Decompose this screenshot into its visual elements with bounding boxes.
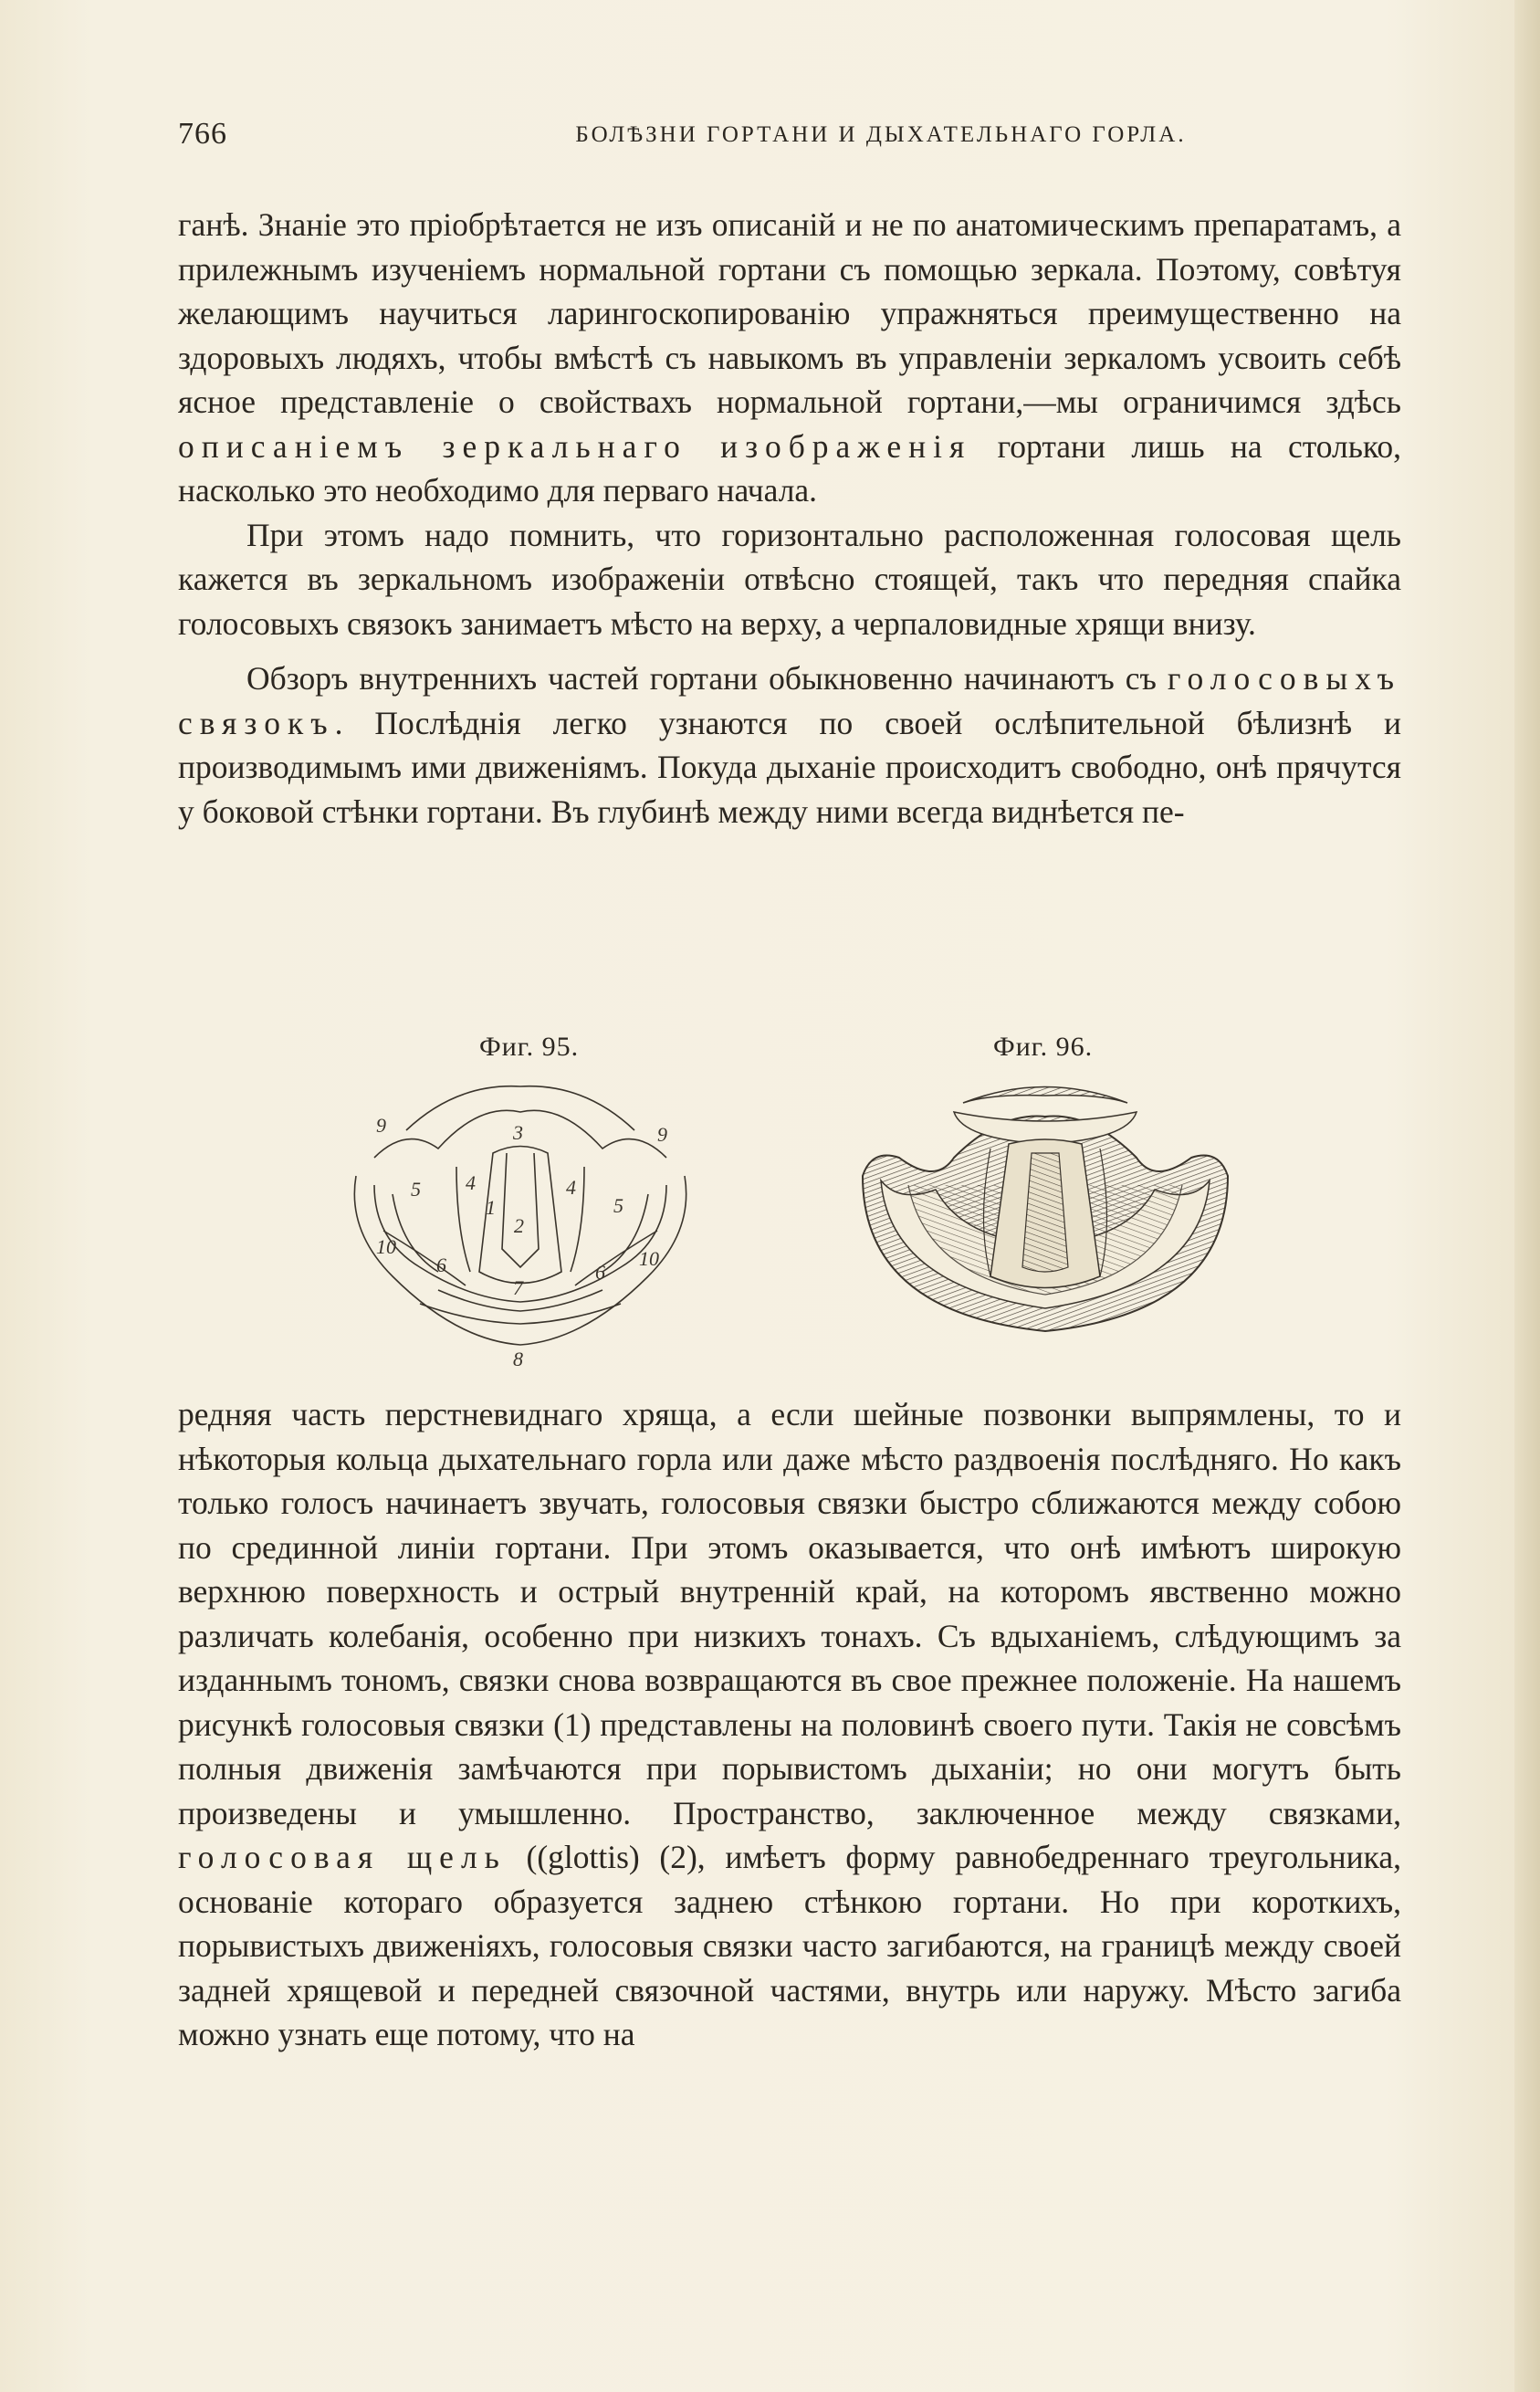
running-title: БОЛѢЗНИ ГОРТАНИ И ДЫХАТЕЛЬНАГО ГОРЛА. — [575, 122, 1187, 147]
spaced-emphasis: голосовая щель — [178, 1839, 507, 1875]
fig95-label-5-left: 5 — [411, 1178, 421, 1201]
text-run: Обзоръ внутреннихъ частей гортани обыкновенно начинаютъ съ — [246, 660, 1168, 697]
fig95-label-10-right: 10 — [639, 1247, 659, 1270]
fig95-label-7: 7 — [513, 1276, 523, 1299]
body-text-bottom — [178, 1392, 1401, 2057]
text-run: ((glottis) (2), имѣетъ форму равнобедреннаго треугольника, основаніе котораго образуется заднею стѣнкою гортани. Но при короткихъ, порывистыхъ движеніяхъ, голосовыя связки часто загибаются, на границѣ между своей задней хрящевой и передней связочной частями, внутрь или наружу. Мѣсто загиба можно узнать еще потому, что на — [178, 1839, 1401, 2052]
paragraph — [178, 656, 1401, 834]
fig95-label-9-left: 9 — [376, 1114, 386, 1137]
figures-row — [178, 1032, 1401, 1379]
fig95-label-1: 1 — [486, 1196, 496, 1219]
fig95-label-6-left: 6 — [436, 1254, 446, 1276]
fig95-label-6-right: 6 — [595, 1261, 605, 1284]
fig95-label-4-left: 4 — [466, 1171, 476, 1194]
page-header — [178, 117, 1401, 163]
text-run: редняя часть перстневиднаго хряща, а если шейные позвонки выпрямлены, то и нѣкоторыя кольца дыхательнаго горла или даже мѣсто раздвоенія послѣдняго. Но какъ только голосъ начинаетъ звучать, голосовыя связки быстро сближаются между собою по срединной линіи гортани. При этомъ оказывается, что онѣ имѣютъ широкую верхнюю поверхность и острый внутренній край, на которомъ явственно можно различать колебанія, особенно при низкихъ тонахъ. Съ вдыханіемъ, слѣдующимъ за изданнымъ тономъ, связки снова возвращаются въ свое прежнее положеніе. На нашемъ рисункѣ голосовыя связки (1) представлены на половинѣ своего пути. Такія не совсѣмъ полныя движенія замѣчаются при порывистомъ дыханіи; но они могутъ быть произведены и умышленно. Пространство, заключенное между связками, — [178, 1396, 1401, 1831]
page-edge — [1514, 0, 1540, 2392]
fig95-label-2: 2 — [514, 1214, 524, 1237]
fig95-label-3: 3 — [513, 1121, 523, 1144]
figure-96-larynx-mirror-image — [854, 1075, 1237, 1349]
text-run: . Послѣднія легко узнаются по своей ослѣпительной бѣлизнѣ и производимымъ ими движеніямъ. Покуда дыханіе происходитъ свободно, онѣ прячутся у боковой стѣнки гортани. Въ глубинѣ между ними всегда виднѣется пе- — [178, 704, 1401, 830]
paragraph — [178, 203, 1401, 513]
figure-95-larynx-diagram — [320, 1075, 721, 1377]
fig95-label-4-right: 4 — [566, 1176, 576, 1199]
fig95-label-10-left: 10 — [376, 1235, 396, 1258]
paragraph — [178, 1392, 1401, 2057]
figure-95-caption: Фиг. 95. — [479, 1032, 580, 1062]
figure-96-caption: Фиг. 96. — [993, 1032, 1094, 1062]
fig95-label-9-right: 9 — [657, 1123, 667, 1146]
spaced-emphasis: описаніемъ зеркальнаго изображенія — [178, 427, 972, 465]
fig95-label-5-right: 5 — [613, 1194, 623, 1217]
spaced-emphasis: голосовыхъ связокъ — [178, 660, 1401, 741]
text-run: гортани лишь на столько, насколько это необходимо для перваго начала. — [178, 427, 1401, 509]
page-number: 766 — [178, 117, 227, 151]
fig95-label-8: 8 — [513, 1348, 523, 1370]
body-text-top — [178, 203, 1401, 834]
text-run: ганѣ. Знаніе это пріобрѣтается не изъ описаній и не по анатомическимъ препаратамъ, а прилежнымъ изученіемъ нормальной гортани съ помощью зеркала. Поэтому, совѣтуя желающимъ научиться ларингоскопированію упражняться преимущественно на здоровыхъ людяхъ, чтобы вмѣстѣ съ навыкомъ въ управленіи зеркаломъ усвоить себѣ ясное представленіе о свойствахъ нормальной гортани,—мы ограничимся здѣсь — [178, 206, 1401, 420]
text-run: При этомъ надо помнить, что горизонтально расположенная голосовая щель кажется въ зеркальномъ изображеніи отвѣсно стоящей, такъ что передняя спайка голосовыхъ связокъ занимаетъ мѣсто на верху, а черпаловидные хрящи внизу. — [178, 516, 1401, 642]
paragraph — [178, 513, 1401, 646]
